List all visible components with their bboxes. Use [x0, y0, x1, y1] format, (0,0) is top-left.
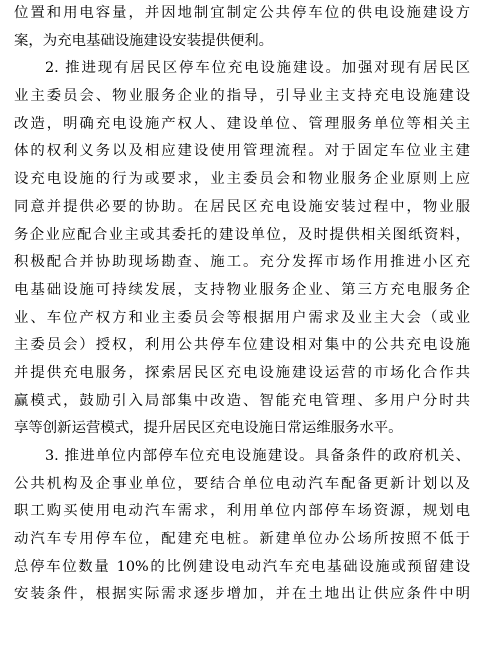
text-line: 业主委员会、物业服务企业的指导，引导业主支持充电设施建设	[14, 88, 470, 105]
text-line: 2. 推进现有居民区停车位充电设施建设。加强对现有居民区	[45, 60, 470, 77]
text-line: 务企业应配合业主或其委托的建设单位，及时提供相关图纸资料，	[14, 226, 470, 243]
text-line: 总停车位数量 10%的比例建设电动汽车充电基础设施或预留建设	[14, 558, 470, 575]
text-line: 赢模式，鼓励引入局部集中改造、智能充电管理、多用户分时共	[14, 392, 470, 409]
text-line: 体的权利义务以及相应建设使用管理流程。对于固定车位业主建	[14, 143, 470, 160]
text-line: 并提供充电服务，探索居民区充电设施建设运营的市场化合作共	[14, 364, 470, 381]
text-line: 同意并提供必要的协助。在居民区充电设施安装过程中，物业服	[14, 198, 470, 215]
text-line: 积极配合并协助现场勘查、施工。充分发挥市场作用推进小区充	[14, 254, 470, 271]
text-line: 改造，明确充电设施产权人、建设单位、管理服务单位等相关主	[14, 115, 470, 132]
text-line: 电基础设施可持续发展，支持物业服务企业、第三方充电服务企	[14, 281, 470, 298]
text-line: 公共机构及企事业单位，要结合单位电动汽车配备更新计划以及	[14, 475, 470, 492]
text-line: 享等创新运营模式，提升居民区充电设施日常运维服务水平。	[14, 420, 403, 437]
text-line: 3. 推进单位内部停车位充电设施建设。具备条件的政府机关、	[45, 448, 470, 464]
paragraph-workplace-charging	[14, 443, 470, 609]
text-line: 安装条件，根据实际需求逐步增加，并在土地出让供应条件中明	[14, 586, 470, 603]
text-line: 业、车位产权方和业主委员会等根据用户需求及业主大会（或业	[14, 309, 470, 326]
text-line: 位置和用电容量，并因地制宜制定公共停车位的供电设施建设方	[14, 5, 470, 21]
text-line: 案，为充电基础设施建设安装提供便利。	[14, 32, 274, 49]
paragraph-continued	[14, 0, 470, 55]
text-line: 设充电设施的行为或要求，业主委员会和物业服务企业原则上应	[14, 171, 470, 188]
text-line: 主委员会）授权，利用公共停车位建设相对集中的公共充电设施	[14, 337, 470, 354]
text-line: 动汽车专用停车位，配建充电桩。新建单位办公场所按照不低于	[14, 531, 470, 548]
document-page	[14, 0, 470, 609]
paragraph-residential-charging	[14, 55, 470, 443]
text-line: 职工购买使用电动汽车需求，利用单位内部停车场资源，规划电	[14, 503, 470, 520]
